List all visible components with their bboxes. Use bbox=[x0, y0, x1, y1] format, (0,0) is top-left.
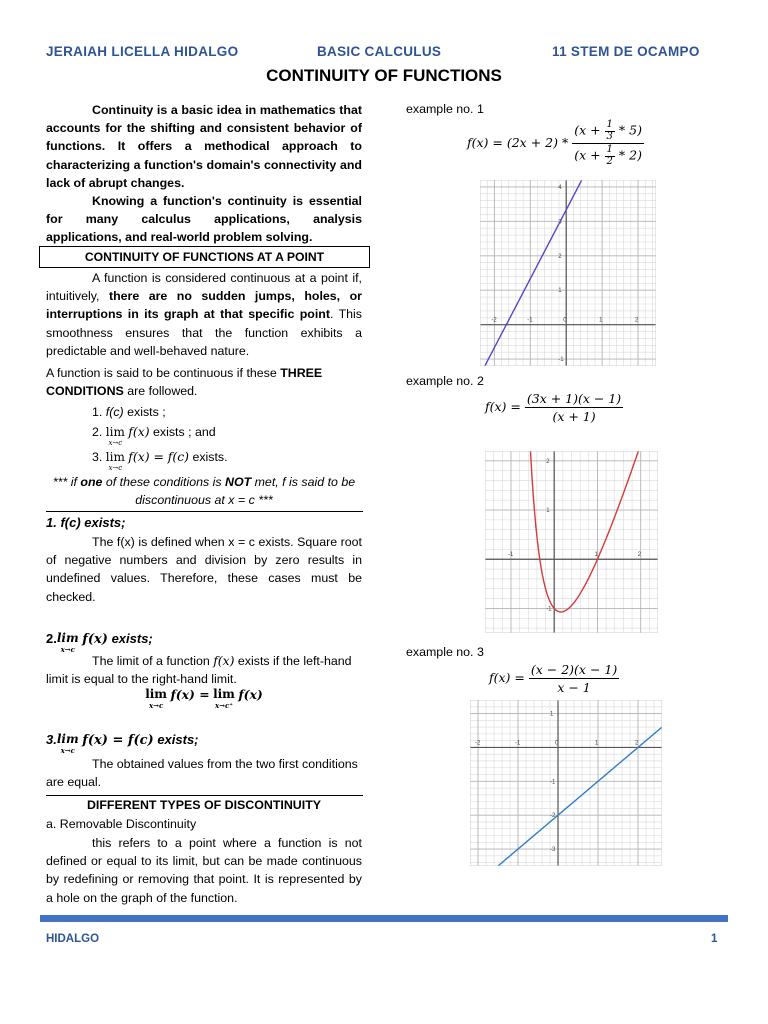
x-tick-label: -1 bbox=[515, 740, 521, 747]
y-tick-label: -3 bbox=[550, 847, 556, 854]
small-fraction-den: 3 bbox=[606, 131, 613, 142]
example-1-formula bbox=[467, 120, 644, 167]
example-3-formula bbox=[489, 662, 619, 695]
y-tick-label: -1 bbox=[550, 779, 556, 786]
lim-operator: lim bbox=[145, 687, 168, 701]
lim-subscript: x→c⁺ bbox=[214, 701, 233, 710]
formula-fraction bbox=[572, 120, 644, 167]
conditions-text-a: A function is said to be continuous if these bbox=[46, 366, 281, 380]
left-limit bbox=[145, 689, 167, 711]
numerator-pre: (x + bbox=[574, 122, 605, 138]
note-text-not: NOT bbox=[225, 475, 252, 489]
function-curve bbox=[527, 451, 659, 612]
discontinuity-note bbox=[46, 473, 362, 509]
example-2-graph bbox=[485, 451, 658, 633]
condition-3 bbox=[92, 448, 362, 474]
note-text-one: one bbox=[80, 475, 103, 489]
condition-2-expression: f(x) bbox=[128, 424, 150, 439]
lim-operator: lim bbox=[105, 425, 125, 439]
removable-discontinuity-body: this refers to a point where a function is not defined or equal to its limit, but can be made continuous by redefining or removing that point. It is represented by a hole on the graph of the function. bbox=[46, 836, 362, 905]
example-2-label: example no. 2 bbox=[406, 374, 484, 388]
condition-1-text: exists ; bbox=[123, 405, 166, 419]
y-tick-label: 2 bbox=[558, 253, 562, 260]
small-fraction bbox=[605, 120, 615, 142]
lim-operator: lim bbox=[105, 450, 125, 464]
lim-subscript: x→c bbox=[60, 645, 75, 654]
fraction-numerator: (3x + 1)(x − 1) bbox=[526, 391, 622, 406]
item-2-expression: f(x) bbox=[82, 632, 108, 647]
item-3-expression: f(x) = f(c) bbox=[82, 733, 154, 748]
denominator-pre: (x + bbox=[574, 147, 605, 163]
item-1-body: The f(x) is defined when x = c exists. Square root of negative numbers and division by zero results in undefined values. Therefore, these cases must be checked. bbox=[46, 535, 362, 604]
condition-3-expression: f(x) = f(c) bbox=[128, 449, 189, 464]
page-number: 1 bbox=[711, 933, 718, 945]
definition-text-c: . This smoothness ensures that the function exhibits a predictable and well-behaved nature. bbox=[46, 307, 362, 358]
y-tick-label: -1 bbox=[546, 606, 552, 613]
section-heading-continuity-at-point: CONTINUITY OF FUNCTIONS AT A POINT bbox=[39, 246, 370, 268]
x-tick-label: 0 bbox=[563, 317, 567, 324]
one-sided-limit-equation bbox=[46, 686, 362, 711]
example-1-graph bbox=[480, 180, 656, 366]
condition-2-number: 2. bbox=[92, 425, 106, 439]
x-tick-label: -1 bbox=[507, 552, 514, 559]
y-tick-label: 4 bbox=[558, 184, 562, 191]
condition-1 bbox=[92, 403, 362, 421]
condition-2-text: exists ; and bbox=[149, 425, 216, 439]
fraction-denominator: (x + 1) bbox=[552, 409, 596, 424]
example-2-formula bbox=[485, 391, 623, 424]
condition-3-text: exists. bbox=[189, 450, 228, 464]
lim-subscript: x→c bbox=[108, 439, 123, 447]
item-3-number: 3. bbox=[46, 732, 57, 747]
fraction-numerator bbox=[572, 120, 644, 144]
small-fraction-den: 2 bbox=[606, 156, 613, 167]
fraction-numerator: (x − 2)(x − 1) bbox=[530, 662, 618, 677]
right-limit bbox=[213, 689, 235, 711]
example-3-label: example no. 3 bbox=[406, 645, 484, 659]
lim-operator: lim bbox=[56, 732, 79, 746]
function-curve bbox=[480, 180, 617, 366]
y-tick-label: 2 bbox=[546, 458, 550, 465]
lim-operator: lim bbox=[56, 631, 79, 645]
removable-discontinuity-label: a. Removable Discontinuity bbox=[46, 817, 197, 831]
x-tick-label: 1 bbox=[599, 317, 603, 324]
conditions-text-emphasis: THREE CONDITIONS bbox=[46, 366, 323, 399]
formula-fraction bbox=[525, 391, 623, 424]
example-3-graph bbox=[470, 700, 662, 866]
page-title: CONTINUITY OF FUNCTIONS bbox=[266, 66, 502, 85]
equation-end: f(x) bbox=[238, 687, 263, 702]
y-tick-label: 1 bbox=[558, 288, 562, 295]
definition-text-a: A function is considered continuous at a point if, intuitively, bbox=[46, 271, 362, 304]
condition-3-limit bbox=[106, 452, 125, 474]
y-tick-label: 1 bbox=[550, 711, 554, 718]
definition-text-emphasis: there are no sudden jumps, holes, or interruptions in its graph at that specific point bbox=[46, 289, 362, 322]
condition-2-limit bbox=[106, 427, 125, 449]
x-tick-label: 2 bbox=[635, 740, 639, 747]
item-2-body-a: The limit of a function bbox=[92, 654, 214, 668]
intro-paragraph-2: Knowing a function's continuity is essential for many calculus applications, analysis applications, and real-world problem solving. bbox=[46, 194, 362, 245]
small-fraction-num: 1 bbox=[606, 119, 613, 130]
item-3-limit bbox=[57, 734, 79, 756]
item-2-body-b: exists if the left-hand limit is equal to the right-hand limit. bbox=[46, 654, 352, 687]
header-author: JERAIAH LICELLA HIDALGO bbox=[46, 44, 239, 59]
formula-lhs: f(x) = (2x + 2) * bbox=[467, 135, 569, 150]
condition-3-number: 3. bbox=[92, 450, 106, 464]
fraction-denominator bbox=[572, 144, 644, 167]
lim-subscript: x→c bbox=[60, 746, 75, 755]
conditions-text-c: are followed. bbox=[123, 384, 198, 399]
footer-author: HIDALGO bbox=[46, 933, 100, 945]
y-tick-label: -2 bbox=[550, 813, 556, 820]
small-fraction bbox=[605, 145, 615, 167]
header-section: 11 STEM DE OCAMPO bbox=[552, 44, 700, 59]
condition-2 bbox=[92, 423, 362, 449]
item-2-number: 2. bbox=[46, 631, 57, 646]
header-subject: BASIC CALCULUS bbox=[317, 44, 442, 59]
note-text-e: met, f is said to be discontinuous at x = c *** bbox=[135, 475, 356, 508]
item-3-heading-text: exists; bbox=[153, 732, 199, 747]
x-tick-label: 1 bbox=[595, 740, 599, 747]
divider bbox=[46, 511, 363, 512]
note-text-a: *** if bbox=[52, 475, 81, 489]
x-tick-label: -1 bbox=[527, 317, 533, 324]
x-tick-label: 2 bbox=[635, 317, 639, 324]
formula-lhs: f(x) = bbox=[489, 670, 525, 685]
formula-fraction bbox=[529, 662, 619, 695]
y-tick-label: 3 bbox=[558, 219, 562, 226]
item-3-heading bbox=[46, 731, 362, 756]
formula-lhs: f(x) = bbox=[485, 399, 521, 414]
continuity-definition-paragraph bbox=[46, 269, 362, 360]
y-tick-label: 1 bbox=[546, 508, 550, 515]
item-1-heading: 1. f(c) exists; bbox=[46, 515, 126, 530]
numerator-post: * 5) bbox=[614, 122, 642, 138]
item-3-body: The obtained values from the two first conditions are equal. bbox=[46, 757, 358, 790]
note-text-c: of these conditions is bbox=[102, 475, 226, 489]
x-tick-label: 1 bbox=[594, 552, 598, 559]
section-heading-discontinuity: DIFFERENT TYPES OF DISCONTINUITY bbox=[86, 798, 322, 812]
small-fraction-num: 1 bbox=[606, 144, 613, 155]
condition-1-expression: f(c) bbox=[105, 405, 124, 419]
item-2-body bbox=[46, 652, 362, 688]
lim-operator: lim bbox=[213, 687, 235, 701]
lim-subscript: x→c bbox=[148, 701, 164, 710]
footer-bar bbox=[40, 915, 728, 922]
equation-middle: f(x) = bbox=[170, 687, 210, 702]
denominator-post: * 2) bbox=[614, 147, 642, 163]
x-tick-label: -2 bbox=[491, 317, 497, 324]
item-2-heading-text: exists; bbox=[107, 631, 153, 646]
fraction-denominator: x − 1 bbox=[557, 680, 591, 695]
x-tick-label: 2 bbox=[637, 552, 642, 559]
x-tick-label: -2 bbox=[475, 740, 481, 747]
lim-subscript: x→c bbox=[108, 464, 123, 472]
condition-1-number: 1. bbox=[92, 405, 106, 419]
example-1-label: example no. 1 bbox=[406, 102, 484, 116]
y-tick-label: -1 bbox=[558, 357, 564, 364]
item-2-body-expression: f(x) bbox=[213, 653, 235, 668]
x-tick-label: 0 bbox=[555, 740, 559, 747]
three-conditions-intro bbox=[46, 364, 362, 400]
intro-paragraph-1: Continuity is a basic idea in mathematics that accounts for the shifting and consistent behavior of functions. It offers a methodical approach to characterizing a function's domain's connectivity and lack of abrupt changes. bbox=[46, 103, 362, 190]
